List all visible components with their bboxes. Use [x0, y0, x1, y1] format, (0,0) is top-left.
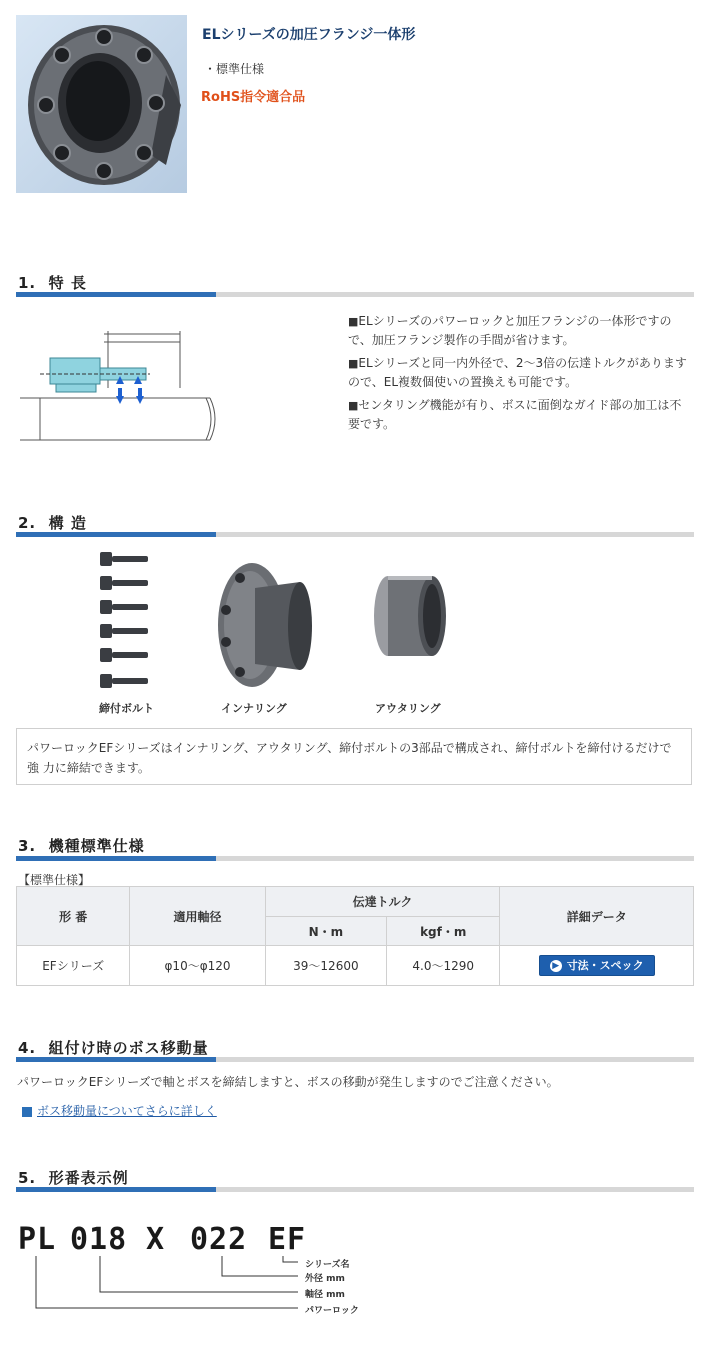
- cell-shaft: φ10〜φ120: [130, 946, 265, 986]
- header-torque: 伝達トルク: [265, 887, 500, 917]
- bullet-square-icon: ■: [348, 357, 359, 370]
- bolts-image: [94, 548, 154, 699]
- section-1-heading: [18, 272, 87, 293]
- section-number: 3.: [18, 837, 37, 855]
- inner-ring-image: [210, 560, 320, 693]
- section-5-heading: [18, 1167, 129, 1188]
- section-3-heading: [18, 835, 145, 856]
- section-divider: [16, 1057, 694, 1062]
- table-row: [17, 946, 694, 986]
- model-code-series: EF: [268, 1222, 307, 1257]
- section-title: 形番表示例: [48, 1169, 129, 1187]
- structure-description: パワーロックEFシリーズはインナリング、アウタリング、締付ボルトの3部品で構成され、締付ボルトを締付けるだけで強 力に締結できます。: [27, 741, 672, 775]
- part-label-bolt: 締付ボルト: [99, 702, 154, 715]
- model-code-separator: X: [146, 1222, 166, 1257]
- section-title: 構 造: [48, 514, 87, 532]
- bullet-square-icon: ■: [348, 399, 359, 412]
- feature-item: [348, 396, 688, 434]
- product-photo: [16, 15, 187, 193]
- section-divider: [16, 856, 694, 861]
- cell-kgfm: 4.0〜1290: [387, 946, 500, 986]
- model-code-prefix: PL: [18, 1222, 57, 1257]
- feature-list: [348, 312, 688, 434]
- legend-powerlock: パワーロック: [305, 1306, 359, 1316]
- header-nm: N・m: [265, 917, 386, 946]
- feature-diagram: [20, 328, 230, 451]
- section-number: 5.: [18, 1169, 37, 1187]
- boss-detail-link[interactable]: ボス移動量についてさらに詳しく: [37, 1104, 217, 1118]
- part-label-inner-ring: インナリング: [221, 702, 287, 715]
- rohs-label: RoHS指令適合品: [201, 90, 306, 105]
- header-kgfm: kgf・m: [387, 917, 500, 946]
- model-code-leader-lines: [0, 1254, 320, 1314]
- spec-table: [16, 886, 694, 986]
- section-divider: [16, 1187, 694, 1192]
- arrow-right-icon: ▶: [550, 960, 562, 972]
- cell-nm: 39〜12600: [265, 946, 386, 986]
- feature-text: ELシリーズのパワーロックと加圧フランジの一体形ですので、加圧フランジ製作の手間が省けます。: [348, 314, 672, 347]
- part-label-outer-ring: アウタリング: [375, 702, 441, 715]
- section-title: 組付け時のボス移動量: [48, 1039, 209, 1057]
- cell-detail: [500, 946, 694, 986]
- boss-link-row: [22, 1102, 217, 1119]
- section-title: 機種標準仕様: [48, 837, 145, 855]
- model-code-shaft: 022: [190, 1222, 248, 1257]
- outer-ring-image: [366, 570, 452, 665]
- section-number: 4.: [18, 1039, 37, 1057]
- feature-item: [348, 312, 688, 350]
- legend-shaft: 軸径 mm: [305, 1290, 345, 1300]
- feature-item: [348, 354, 688, 392]
- spec-caption: 【標準仕様】: [18, 873, 91, 887]
- spec-detail-button-label: 寸法・スペック: [566, 959, 644, 972]
- section-2-heading: [18, 512, 87, 533]
- feature-text: ELシリーズと同一内外径で、2〜3倍の伝達トルクがありますので、EL複数個使いの置換えも可能です。: [348, 356, 687, 389]
- header-detail: 詳細データ: [500, 887, 694, 946]
- product-title: ELシリーズの加圧フランジ一体形: [202, 27, 416, 43]
- feature-text: センタリング機能が有り、ボスに面倒なガイド部の加工は不要です。: [348, 398, 682, 431]
- spec-detail-button[interactable]: [539, 955, 655, 976]
- header-model: 形 番: [17, 887, 130, 946]
- section-divider: [16, 532, 694, 537]
- bullet-square-icon: ■: [348, 315, 359, 328]
- product-subtitle: ・標準仕様: [204, 62, 265, 76]
- cell-model: EFシリーズ: [17, 946, 130, 986]
- model-code-outer: 018: [70, 1222, 128, 1257]
- boss-description: パワーロックEFシリーズで軸とボスを締結しますと、ボスの移動が発生しますのでご注意ください。: [17, 1075, 559, 1089]
- header-shaft: 適用軸径: [130, 887, 265, 946]
- link-arrow-icon: [22, 1107, 32, 1117]
- section-4-heading: [18, 1037, 209, 1058]
- structure-description-box: [16, 728, 692, 785]
- section-divider: [16, 292, 694, 297]
- section-title: 特 長: [48, 274, 87, 292]
- section-number: 2.: [18, 514, 37, 532]
- legend-series: シリーズ名: [305, 1260, 350, 1270]
- section-number: 1.: [18, 274, 37, 292]
- legend-outer: 外径 mm: [305, 1274, 345, 1284]
